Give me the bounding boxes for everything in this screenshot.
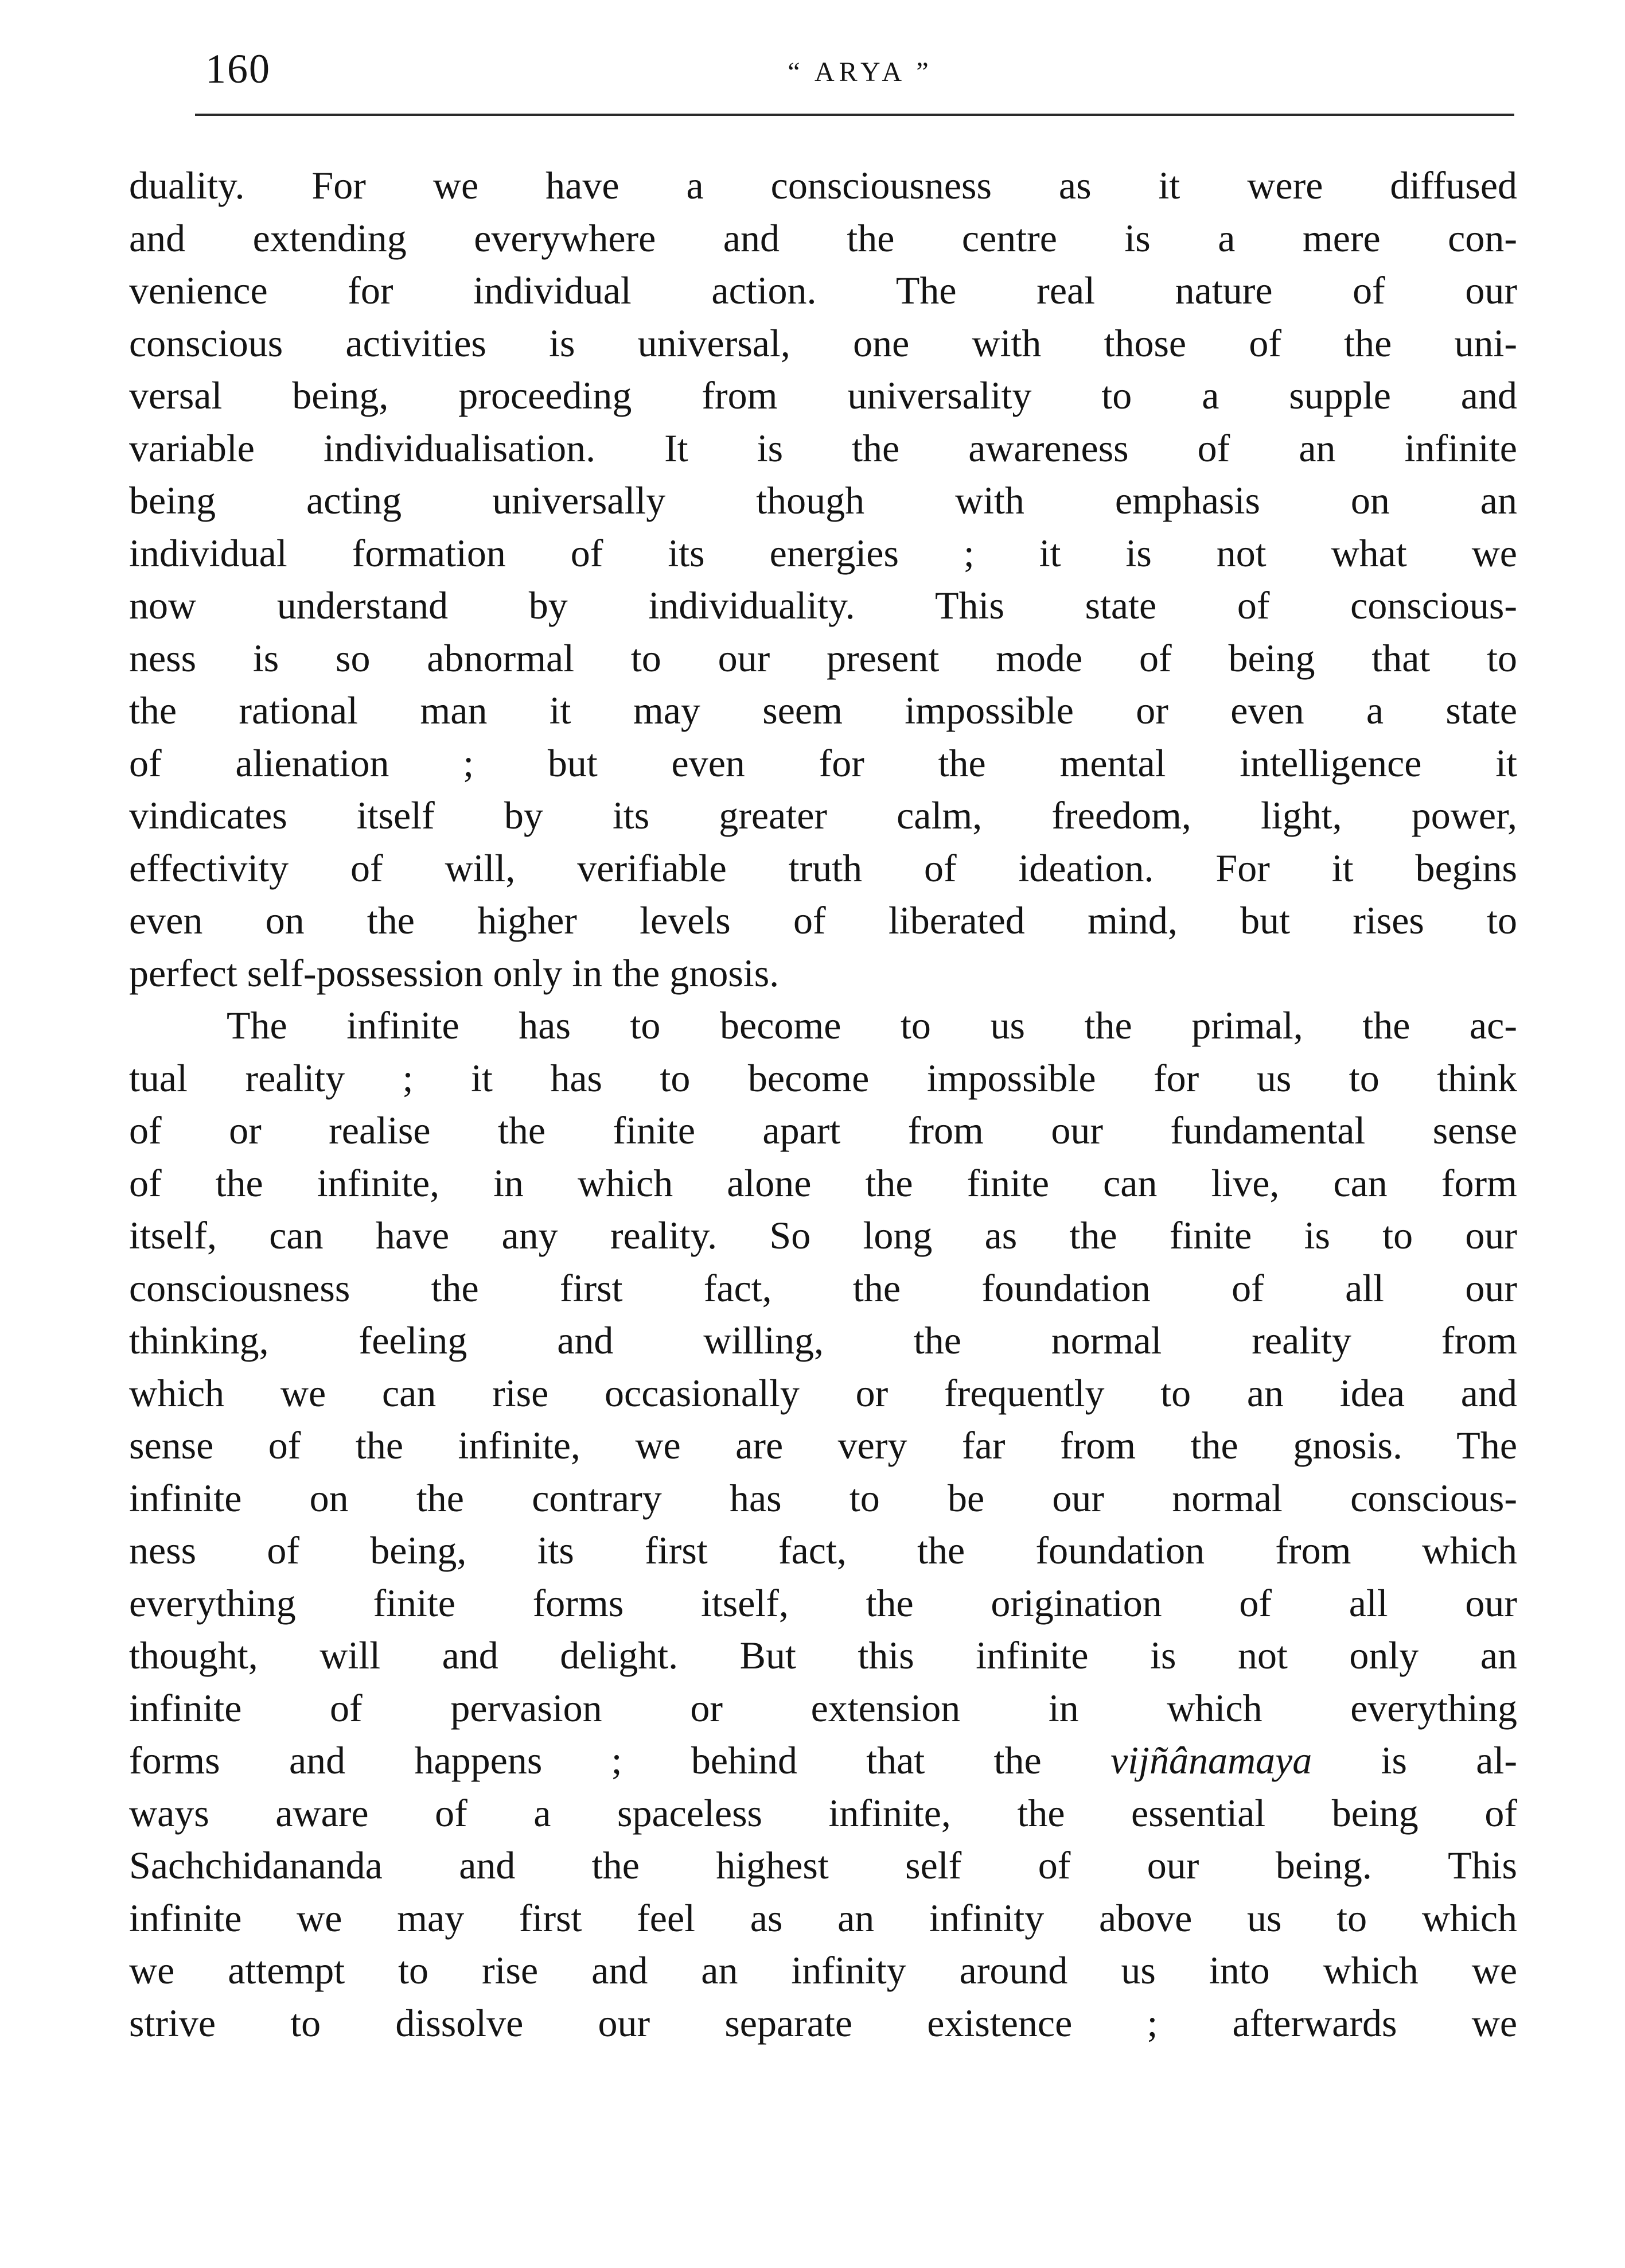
text-line: infinite on the contrary has to be our normal conscious- (129, 1476, 1517, 1520)
text-line: consciousness the first fact, the foundation of all our (129, 1266, 1517, 1310)
text-segment: forms and happens ; behind that the (129, 1738, 1110, 1782)
text-line: ness of being, its first fact, the foundation from which (129, 1528, 1517, 1572)
text-line: vindicates itself by its greater calm, freedom, light, power, (129, 793, 1517, 837)
text-line: The infinite has to become to us the primal, the ac- (227, 1003, 1517, 1047)
text-line-with-italic (129, 1734, 1517, 1787)
text-line: infinite of pervasion or extension in which everything (129, 1686, 1517, 1730)
text-line: individual formation of its energies ; it is not what we (129, 531, 1517, 575)
text-segment: is al- (1312, 1738, 1517, 1782)
text-line: strive to dissolve our separate existence ; afterwards we (129, 2001, 1517, 2045)
text-line: Sachchidananda and the highest self of our being. This (129, 1843, 1517, 1887)
text-line: thought, will and delight. But this infinite is not only an (129, 1633, 1517, 1677)
italic-term: vijñânamaya (1110, 1738, 1312, 1782)
running-head: “ ARYA ” (788, 57, 933, 87)
text-line: tual reality ; it has to become impossible for us to think (129, 1056, 1517, 1100)
text-line: ness is so abnormal to our present mode of being that to (129, 636, 1517, 680)
text-line: variable individualisation. It is the awareness of an infinite (129, 426, 1517, 470)
text-line: now understand by individuality. This state of conscious- (129, 583, 1517, 627)
text-line: of the infinite, in which alone the finite can live, can form (129, 1161, 1517, 1205)
text-line: itself, can have any reality. So long as the finite is to our (129, 1213, 1517, 1257)
text-line: conscious activities is universal, one with those of the uni- (129, 321, 1517, 365)
body-text (129, 160, 1517, 2049)
text-line: perfect self-possession only in the gnosis. (129, 951, 780, 995)
text-line: the rational man it may seem impossible or even a state (129, 688, 1517, 732)
text-line: ways aware of a spaceless infinite, the essential being of (129, 1791, 1517, 1835)
text-line: of or realise the finite apart from our fundamental sense (129, 1108, 1517, 1152)
text-line: effectivity of will, verifiable truth of ideation. For it begins (129, 846, 1517, 890)
text-line: venience for individual action. The real nature of our (129, 269, 1517, 312)
text-line: we attempt to rise and an infinity around us into which we (129, 1948, 1517, 1992)
text-line: infinite we may first feel as an infinity above us to which (129, 1896, 1517, 1940)
text-line: and extending everywhere and the centre is a mere con- (129, 216, 1517, 260)
text-line: being acting universally though with emphasis on an (129, 479, 1517, 522)
text-line: even on the higher levels of liberated mind, but rises to (129, 898, 1517, 942)
text-line: versal being, proceeding from universality to a supple and (129, 374, 1517, 417)
text-line: which we can rise occasionally or frequently to an idea and (129, 1371, 1517, 1415)
text-line: sense of the infinite, we are very far from the gnosis. The (129, 1423, 1517, 1467)
text-line: duality. For we have a consciousness as it were diffused (129, 164, 1517, 207)
text-line: everything finite forms itself, the origination of all our (129, 1581, 1517, 1625)
page-number: 160 (205, 46, 271, 92)
header-rule (195, 114, 1514, 116)
text-line: of alienation ; but even for the mental intelligence it (129, 741, 1517, 785)
text-line: thinking, feeling and willing, the normal reality from (129, 1318, 1517, 1362)
page-header (195, 40, 1526, 103)
